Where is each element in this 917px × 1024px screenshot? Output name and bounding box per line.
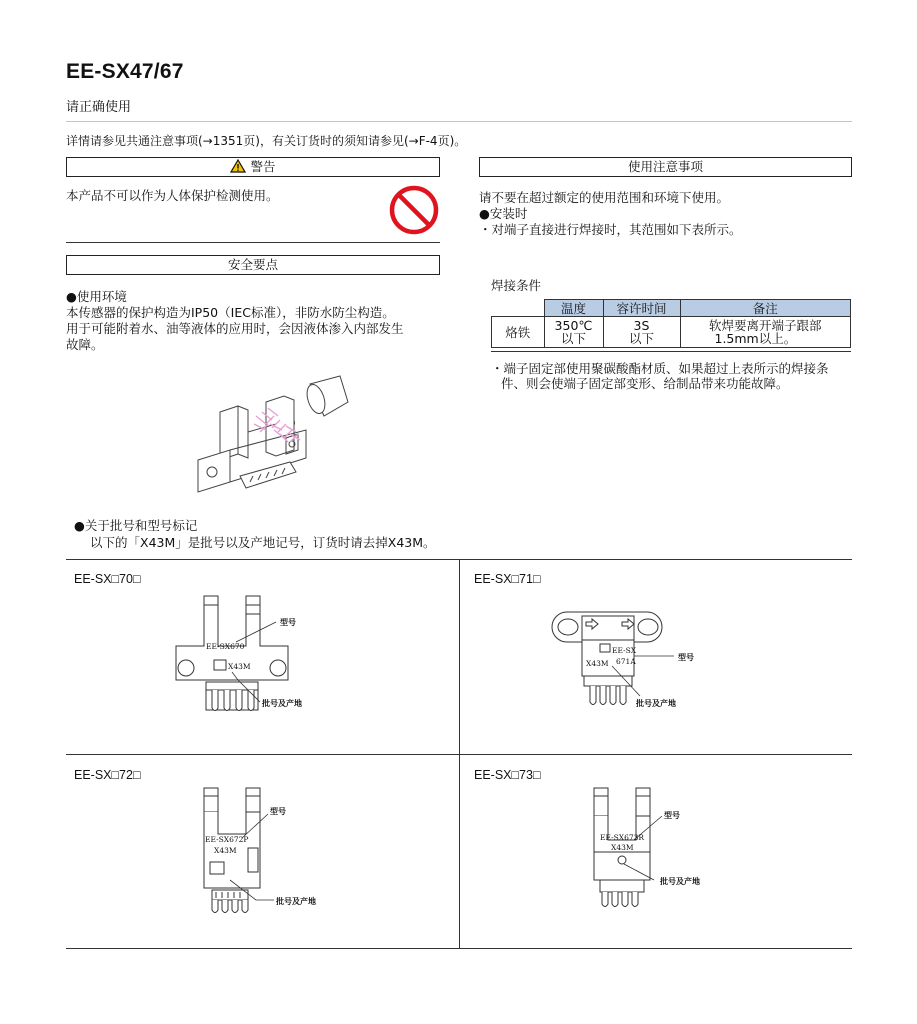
weld-time-value: 3S — [633, 318, 650, 333]
weld-footnote-2: 件、则会使端子固定部变形、给制品带来功能故障。 — [501, 376, 789, 391]
callout-model-73: 型号 — [664, 811, 680, 820]
weld-table-bottom-rule — [491, 351, 851, 352]
weld-header-time: 容许时间 — [603, 300, 680, 317]
sensor-diagram-73 — [584, 784, 734, 924]
lot-text-73: X43M — [611, 843, 634, 852]
weld-note-cell — [680, 317, 851, 348]
page-subtitle: 请正确使用 — [66, 100, 132, 115]
warning-triangle-icon — [230, 159, 246, 173]
weld-temp-suffix: 以下 — [560, 331, 586, 346]
model-text-71b: 671A — [616, 657, 636, 666]
liquid-splash-illustration — [190, 372, 360, 507]
usage-line-3: ・对端子直接进行焊接时，其范围如下表所示。 — [479, 222, 742, 237]
weld-time-suffix: 以下 — [628, 331, 654, 346]
weld-note-line-2: 1.5mm以上。 — [714, 331, 797, 346]
model-label-72: EE-SX□72□ — [74, 768, 141, 782]
callout-lot-72: 批号及产地 — [276, 897, 316, 906]
model-text-70: EE-SX670 — [206, 642, 245, 651]
weld-temp-cell — [544, 317, 603, 348]
callout-model-70: 型号 — [280, 618, 296, 627]
weld-table — [491, 299, 851, 348]
model-text-71: EE-SX — [612, 646, 637, 655]
usage-line-1: 请不要在超过额定的使用范围和环境下使用。 — [479, 190, 730, 205]
intro-text: 详情请参见共通注意事项(→1351页)，有关订货时的须知请参见(→F-4页)。 — [66, 134, 467, 148]
warning-header-label: 警告 — [250, 159, 276, 174]
weld-table-row — [492, 317, 851, 348]
grid-bottom-rule — [66, 948, 852, 949]
warning-header — [66, 157, 440, 177]
safety-header — [66, 255, 440, 275]
weld-row-label: 烙铁 — [492, 317, 545, 348]
usage-header-label: 使用注意事项 — [627, 159, 703, 174]
weld-table-corner — [492, 300, 545, 317]
weld-table-title: 焊接条件 — [491, 278, 542, 293]
lot-bullet: ●关于批号和型号标记 — [74, 518, 198, 533]
weld-time-cell — [603, 317, 680, 348]
weld-header-note: 备注 — [680, 300, 851, 317]
callout-model-72: 型号 — [270, 807, 286, 816]
header-rule — [66, 121, 852, 122]
safety-header-label: 安全要点 — [227, 257, 278, 272]
lot-text: 以下的「X43M」是批号以及产地记号，订货时请去掉X43M。 — [90, 535, 436, 550]
prohibited-icon — [388, 184, 440, 236]
weld-temp-value: 350℃ — [554, 318, 593, 333]
lot-text-70: X43M — [228, 662, 251, 671]
weld-footnote-1: ・端子固定部使用聚碳酸酯材质、如果超过上表所示的焊接条 — [491, 361, 829, 376]
callout-lot-73: 批号及产地 — [660, 877, 700, 886]
safety-bullet: ●使用环境 — [66, 289, 127, 304]
page-title: EE-SX47/67 — [66, 60, 184, 83]
warning-text: 本产品不可以作为人体保护检测使用。 — [66, 188, 279, 203]
safety-line-3: 故障。 — [66, 337, 104, 352]
safety-line-1: 本传感器的保护构造为IP50（IEC标准），非防水防尘构造。 — [66, 305, 395, 320]
lot-text-72: X43M — [214, 846, 237, 855]
model-label-71: EE-SX□71□ — [474, 572, 541, 586]
lot-text-71: X43M — [586, 659, 609, 668]
sensor-diagram-72 — [190, 784, 340, 924]
model-label-70: EE-SX□70□ — [74, 572, 141, 586]
weld-table-header-row — [492, 300, 851, 317]
weld-header-temp: 温度 — [544, 300, 603, 317]
weld-note-line-1: 软焊要离开端子跟部 — [708, 318, 822, 333]
warning-divider — [66, 242, 440, 243]
model-label-73: EE-SX□73□ — [474, 768, 541, 782]
usage-line-2: ●安装时 — [479, 206, 528, 221]
callout-lot-70: 批号及产地 — [262, 699, 302, 708]
usage-header — [479, 157, 852, 177]
callout-lot-71: 批号及产地 — [636, 699, 676, 708]
callout-model-71: 型号 — [678, 653, 694, 662]
safety-line-2: 用于可能附着水、油等液体的应用时，会因液体渗入内部发生 — [66, 321, 404, 336]
model-text-73: EE-SX673R — [600, 833, 645, 842]
model-text-72: EE-SX672P — [205, 835, 249, 844]
grid-vertical-rule — [459, 559, 460, 948]
